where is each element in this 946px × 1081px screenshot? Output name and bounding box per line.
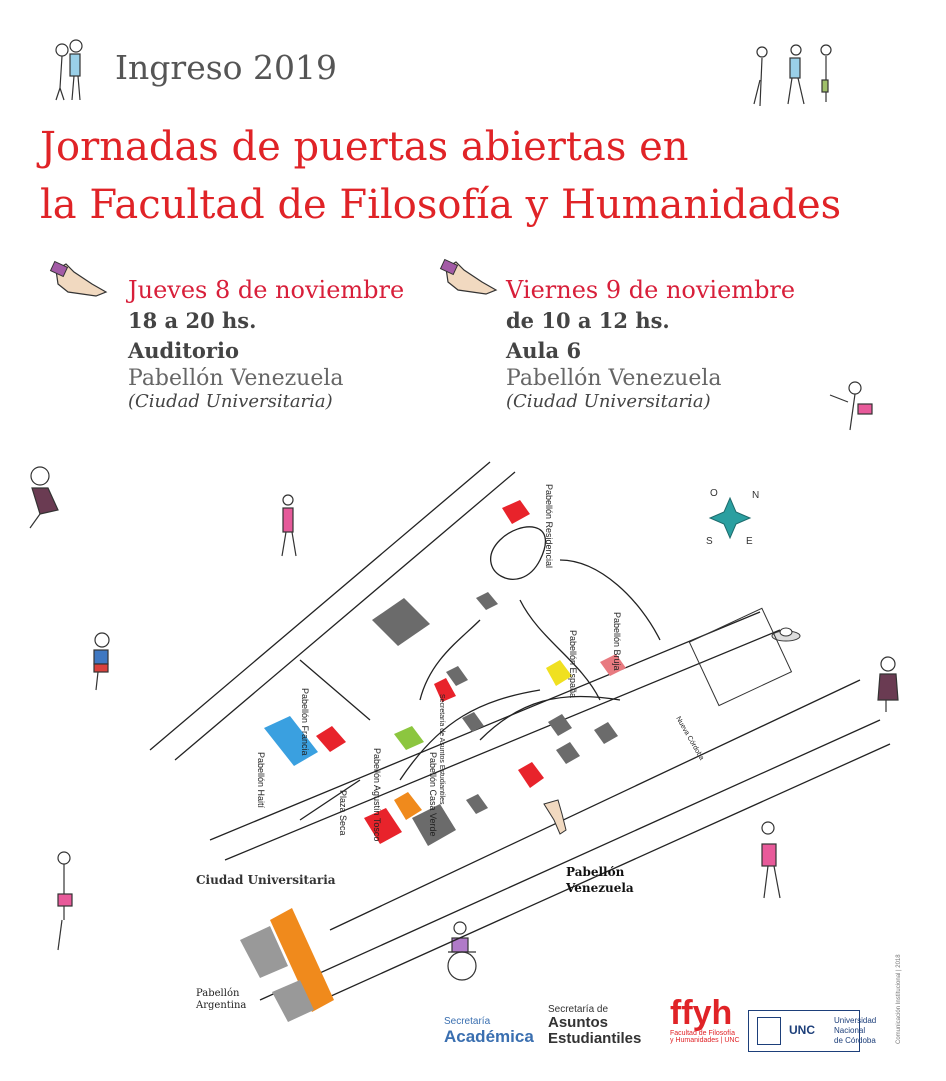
- building-gray: [594, 722, 618, 744]
- compass-s-label: S: [706, 536, 713, 547]
- building-gray: [476, 592, 498, 610]
- logo-sae-line2: Asuntos: [548, 1014, 608, 1031]
- label-francia: Pabellón Francia: [300, 688, 310, 756]
- building-gray: [556, 742, 580, 764]
- building-residencial: [502, 500, 530, 524]
- side-note: Comunicación Institucional | 2018: [896, 954, 902, 1044]
- label-argentina-line1: Pabellón: [196, 988, 240, 999]
- compass-rose-icon: [706, 488, 759, 547]
- label-tosco: Pabellón Agustín Tosco: [372, 748, 382, 842]
- building-nueva-cordoba-block: [689, 608, 791, 705]
- buildings: [240, 500, 791, 1022]
- compass-n-label: N: [752, 490, 760, 501]
- logo-sa-line1: Secretaría: [444, 1016, 491, 1027]
- label-ciudad-universitaria: Ciudad Universitaria: [196, 873, 336, 887]
- unc-seal-icon: [757, 1017, 781, 1045]
- logo-secretaria-academica: [444, 1016, 534, 1047]
- compass-o-label: O: [710, 488, 718, 499]
- event-time: de 10 a 12 hs.: [506, 308, 670, 333]
- logo-asuntos-estudiantiles: [548, 1004, 641, 1047]
- label-plaza-seca: Plaza Seca: [338, 790, 348, 836]
- event-time: 18 a 20 hs.: [128, 308, 257, 333]
- building-francia: [316, 726, 346, 752]
- event-building: Pabellón Venezuela: [506, 366, 722, 391]
- label-argentina-line2: Argentina: [196, 1000, 247, 1011]
- label-nueva-cordoba: Nueva Córdoba: [674, 715, 705, 762]
- building-casa-verde: [394, 726, 424, 750]
- unc-name-line2: Nacional: [834, 1026, 866, 1035]
- title-line-1: Jornadas de puertas abiertas en: [40, 124, 689, 170]
- kicker-text: Ingreso 2019: [115, 48, 337, 87]
- label-venezuela-line1: Pabellón: [566, 865, 625, 879]
- label-bruja: Pabellón Bruja: [612, 612, 622, 671]
- building-gray: [372, 598, 430, 646]
- building-red: [364, 808, 402, 844]
- logo-unc-name: [834, 1016, 876, 1046]
- label-secretaria: Secretaría de Asuntos Estudiantiles: [438, 694, 445, 805]
- logo-sae-line1: Secretaría de: [548, 1004, 609, 1015]
- logo-ffyh-sub1: Facultad de Filosofía: [670, 1030, 735, 1037]
- title-line-2: la Facultad de Filosofía y Humanidades: [40, 182, 842, 228]
- event-campus: (Ciudad Universitaria): [128, 391, 333, 412]
- unc-name-line1: Universidad: [834, 1016, 877, 1025]
- label-casa-verde: Pabellón Casa Verde: [428, 752, 438, 837]
- label-residencial: Pabellón Residencial: [544, 484, 554, 569]
- logo-sae-line3: Estudiantiles: [548, 1030, 642, 1047]
- logo-ffyh: [670, 996, 740, 1044]
- unc-name-line3: de Córdoba: [834, 1036, 876, 1045]
- logo-ffyh-sub2: y Humanidades | UNC: [670, 1037, 740, 1044]
- label-espana: Pabellón España: [568, 630, 578, 699]
- event-building: Pabellón Venezuela: [128, 366, 344, 391]
- event-room: Auditorio: [128, 338, 239, 363]
- building-gray: [446, 666, 468, 686]
- pointing-hand-icon: [544, 800, 566, 834]
- event-day: Viernes 9 de noviembre: [506, 276, 796, 304]
- compass-e-label: E: [746, 536, 753, 547]
- label-haiti: Pabellón Haití: [256, 752, 266, 809]
- event-campus: (Ciudad Universitaria): [506, 391, 711, 412]
- event-day: Jueves 8 de noviembre: [128, 276, 405, 304]
- label-venezuela-line2: Venezuela: [566, 881, 634, 895]
- event-room: Aula 6: [506, 338, 582, 363]
- building-gray: [466, 794, 488, 814]
- building-venezuela: [518, 762, 544, 788]
- logo-unc-mark: UNC: [789, 1023, 815, 1037]
- logo-sa-line2: Académica: [444, 1027, 534, 1046]
- logo-ffyh-mark: ffyh: [670, 994, 733, 1032]
